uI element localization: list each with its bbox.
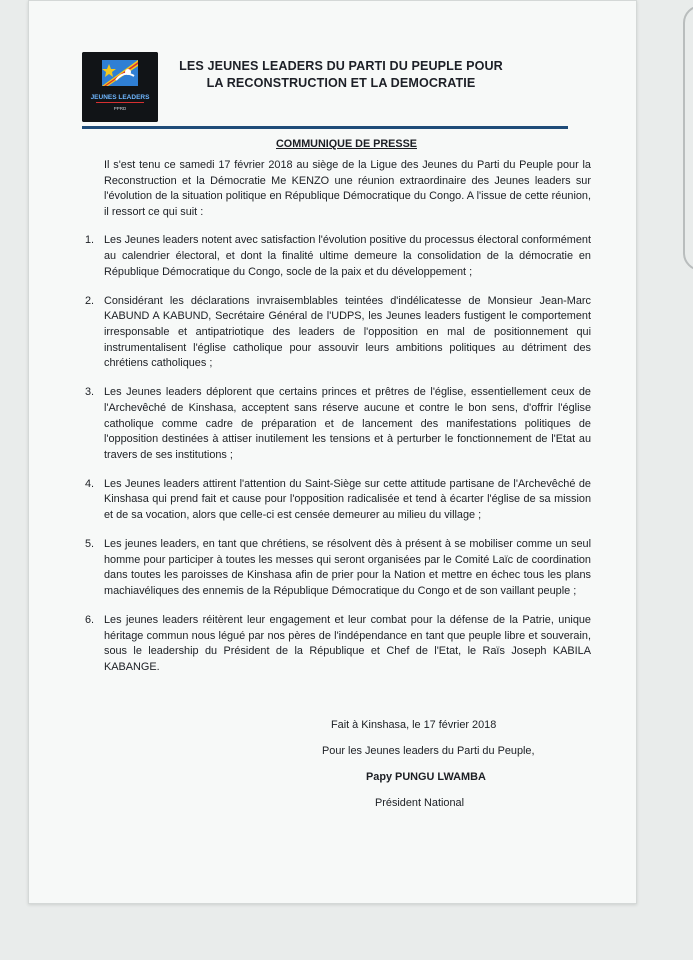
list-item-text: Considérant les déclarations invraisemblables teintées d'indélicatesse de Monsieur Jean-Marc KABUND A KABUND, Secrétaire Général de l'UDPS, les Jeunes leaders fustigent le comportement irresponsable et antipatriotique des leaders de l'opposition en mal de positionnement qui instrumentalisent l'église catholique pour assouvir leurs ambitions politiques au détriment des chrétiens catholiques ;: [104, 294, 591, 370]
list-item-text: Les Jeunes leaders notent avec satisfaction l'évolution positive du processus électoral conformément au calendrier électoral, et dont la finalité ultime demeure la consolidation de la démocratie en République Démocratique du Congo, socle de la paix et du développement ;: [104, 234, 591, 278]
on-behalf-line: Pour les Jeunes leaders du Parti du Peuple,: [322, 745, 535, 757]
list-item-text: Les jeunes leaders réitèrent leur engagement et leur combat pour la défense de la Patrie, unique héritage commun nous légué par nos pères de l'indépendance en tant que peuple libre et souverain, sous le leadership du Président de la République et Chef de l'Etat, le Raïs Joseph KABILA KABANGE.: [104, 614, 591, 673]
list-item: [85, 385, 591, 463]
organization-title: [166, 58, 516, 92]
list-item-text: Les jeunes leaders, en tant que chrétiens, se résolvent dès à présent à se mobiliser comme un seul homme pour participer à toutes les messes qui seront organisées par le Comité Laïc de coordination dans toutes les paroisses de Kinshasa afin de prier pour la Nation et mettre en échec tous les plans machiavéliques des ennemis de la République Démocratique du Congo et de son vaillant peuple ;: [104, 538, 591, 598]
points-list: [85, 233, 591, 675]
document-body: [85, 158, 591, 689]
logo-text: JEUNES LEADERS: [90, 94, 150, 101]
party-logo: [82, 52, 158, 122]
list-item: [85, 477, 591, 524]
signatory-name: Papy PUNGU LWAMBA: [366, 771, 486, 783]
list-item-number: 3.: [85, 386, 95, 399]
list-item-number: 2.: [85, 294, 95, 307]
organization-title-line2: LA RECONSTRUCTION ET LA DEMOCRATIE: [206, 76, 476, 90]
logo-emblem-icon: [82, 52, 158, 122]
list-item-number: 4.: [85, 477, 95, 490]
document-heading: COMMUNIQUE DE PRESSE: [276, 138, 417, 150]
list-item-text: Les Jeunes leaders déplorent que certains princes et prêtres de l'église, essentiellement ceux de l'Archevêché de Kinshasa, acceptent sans réserve aucune et contre le bon sens, d'offrir l'église catholique comme cadre de préparation et de lancement des manifestations politiques de l'opposition destinées à attiser inutilement les tensions et à perturber le fonctionnement de l'Etat au travers de ses institutions ;: [104, 386, 591, 461]
logo-subtext: PPRD: [113, 106, 127, 111]
list-item-number: 6.: [85, 614, 95, 627]
organization-title-line1: LES JEUNES LEADERS DU PARTI DU PEUPLE POUR: [179, 59, 503, 73]
header-divider: [82, 126, 568, 129]
list-item: [85, 613, 591, 675]
signatory-role: Président National: [375, 797, 464, 809]
intro-paragraph: Il s'est tenu ce samedi 17 février 2018 au siège de la Ligue des Jeunes du Parti du Peuple pour la Reconstruction et la Démocratie Me KENZO une réunion extraordinaire des Jeunes leaders sur l'évolution de la situation politique en République Démocratique du Congo. A l'issue de cette réunion, il ressort ce qui suit :: [104, 159, 591, 218]
list-item-text: Les Jeunes leaders attirent l'attention du Saint-Siège sur cette attitude partisane de l'Archevêché de Kinshasa qui prend fait et cause pour l'opposition radicalisée et tend à écarter l'église de sa mission et de sa vocation, alors que celle-ci est censée demeurer au milieu du village ;: [104, 477, 591, 522]
list-item-number: 1.: [85, 234, 95, 247]
list-item: [85, 537, 591, 599]
list-item-number: 5.: [85, 538, 95, 551]
list-item: [85, 233, 591, 280]
place-date: Fait à Kinshasa, le 17 février 2018: [331, 719, 497, 731]
list-item: [85, 294, 591, 372]
